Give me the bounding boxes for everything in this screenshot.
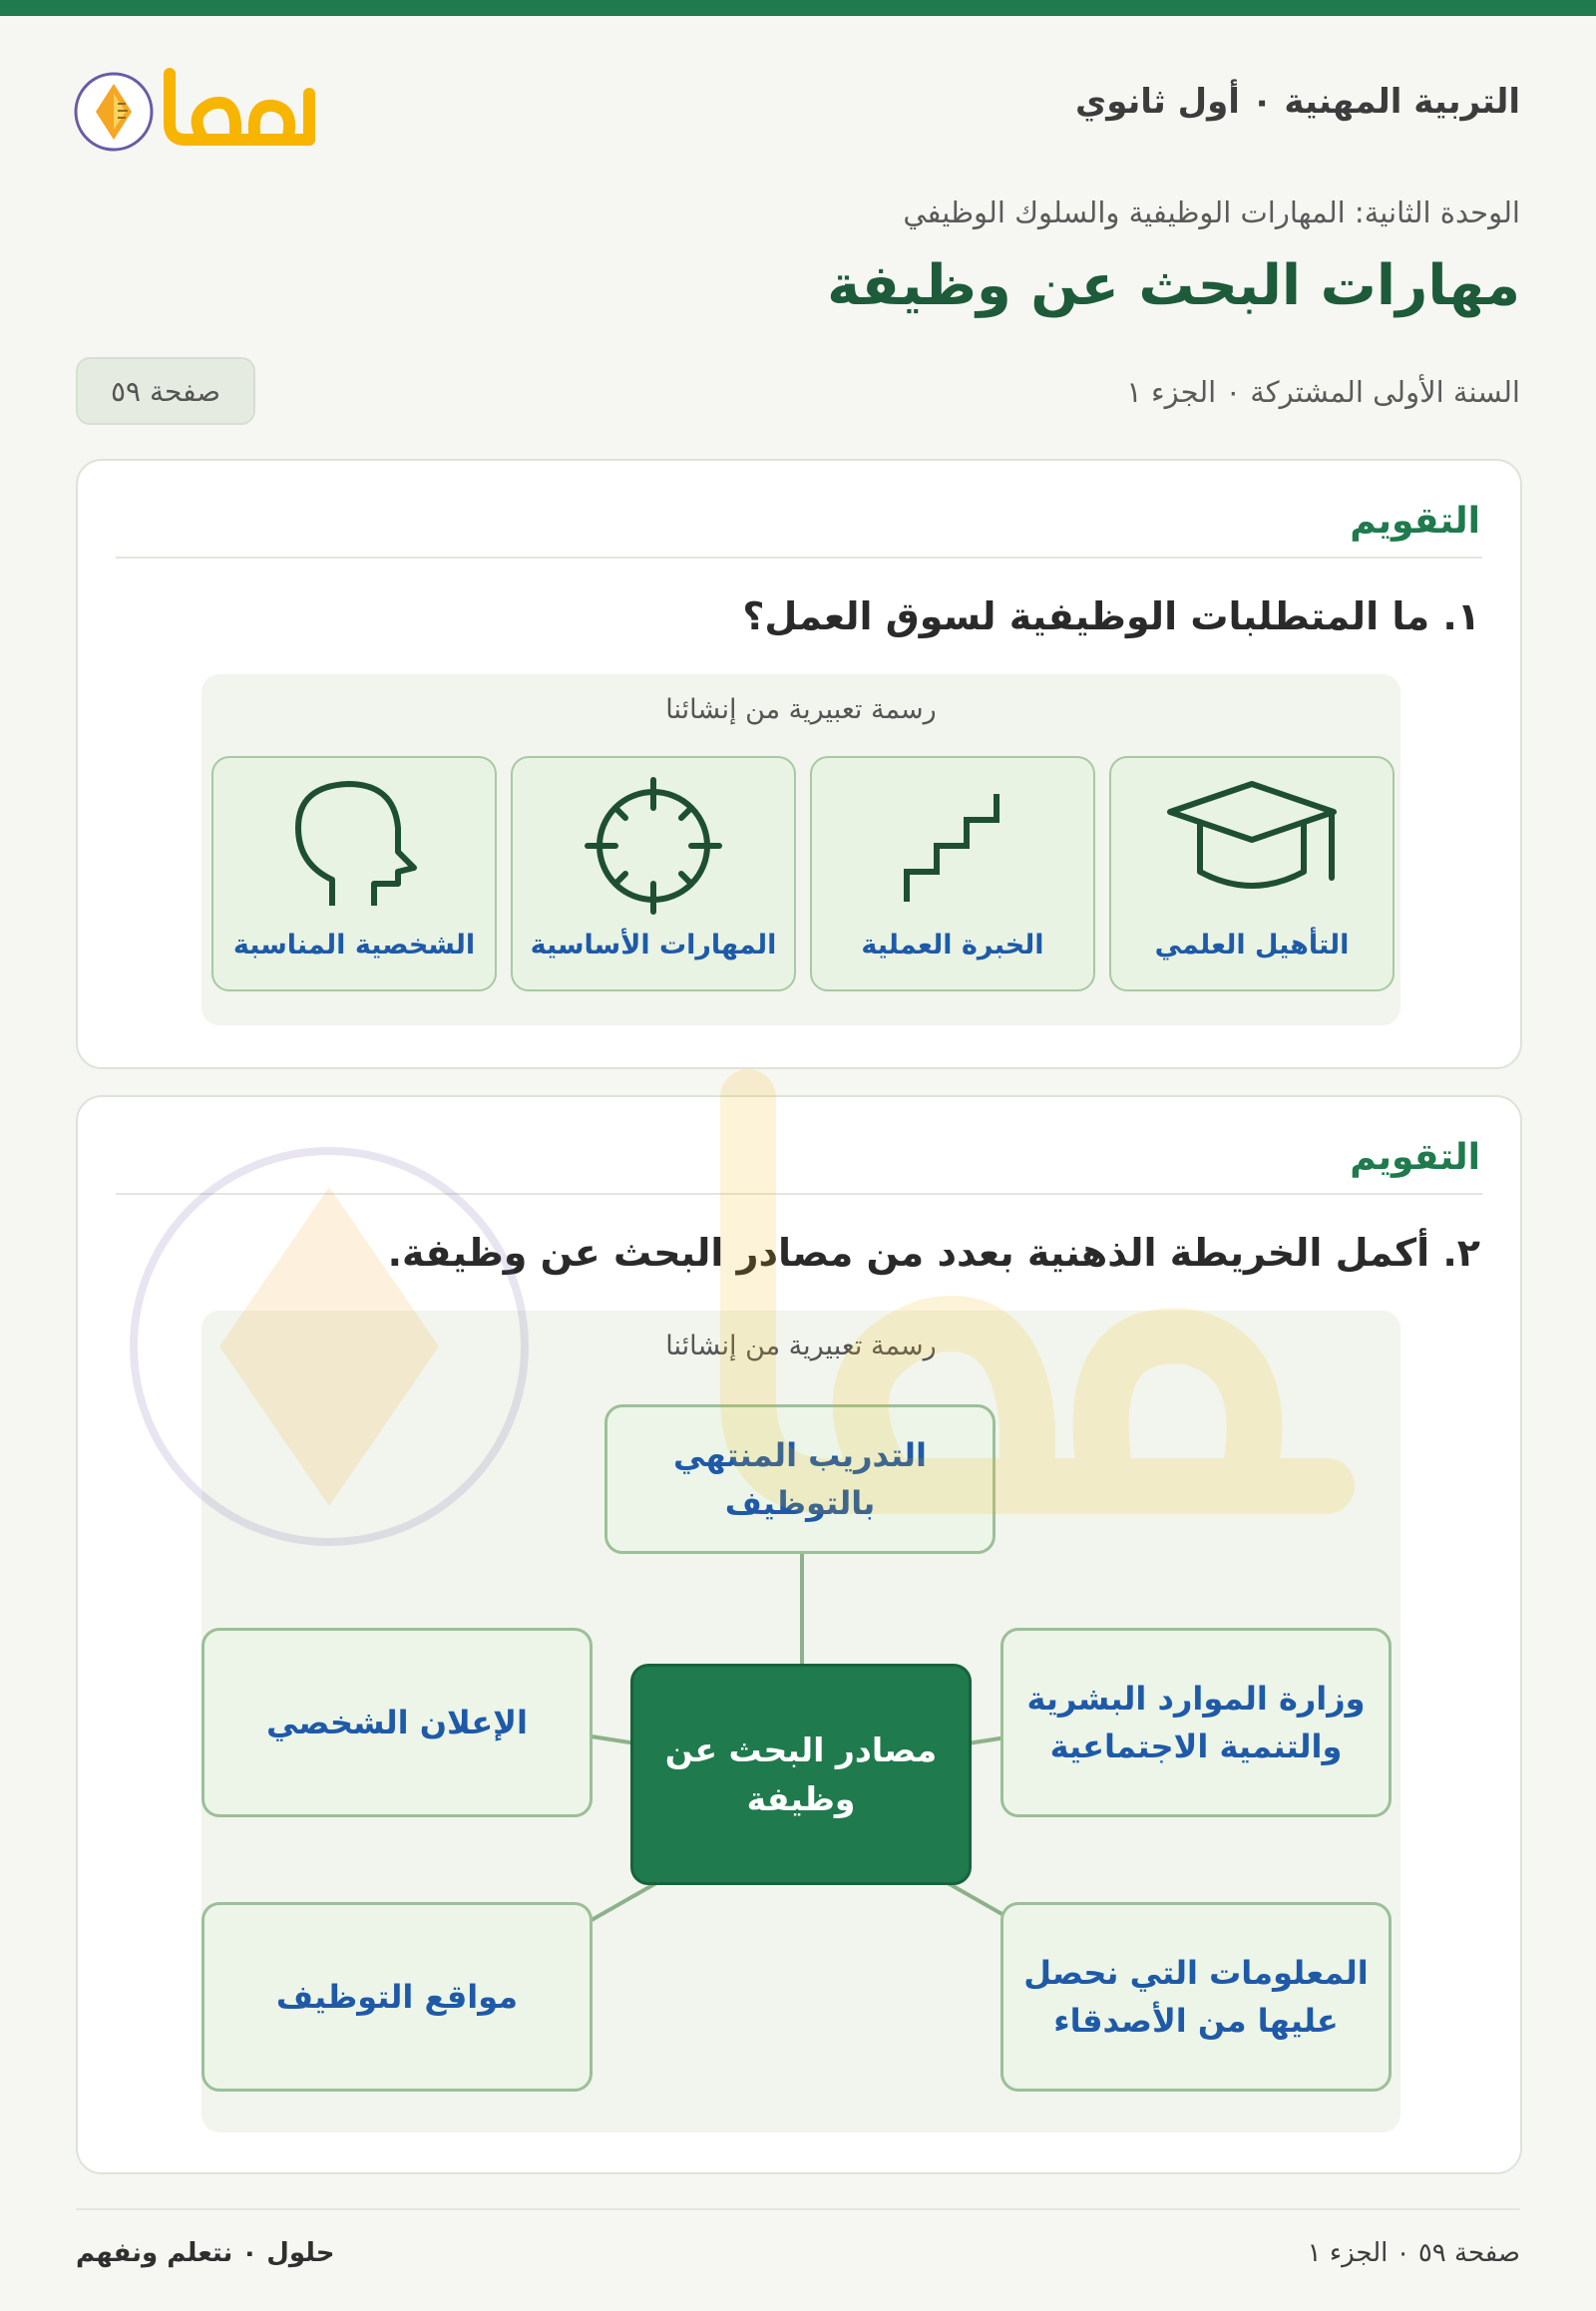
- requirements-figure: [201, 674, 1400, 1025]
- top-accent-bar: [0, 0, 1596, 16]
- section-heading: التقويم: [1350, 501, 1480, 542]
- requirement-label: الخبرة العملية: [861, 930, 1044, 961]
- footer-divider: [76, 2208, 1520, 2210]
- stairs-icon: [863, 772, 1042, 922]
- subject-title: التربية المهنية ٠ أول ثانوي: [1075, 82, 1520, 122]
- divider: [116, 557, 1482, 559]
- section-heading: التقويم: [1350, 1137, 1480, 1178]
- requirement-tile-personality: [211, 756, 497, 991]
- divider: [116, 1193, 1482, 1195]
- question-1: ١. ما المتطلبات الوظيفية لسوق العمل؟: [742, 594, 1480, 638]
- page-badge: صفحة ٥٩: [76, 357, 255, 425]
- evaluation-card-2: [76, 1095, 1522, 2174]
- mind-map-center: مصادر البحث عن وظيفة: [630, 1664, 972, 1885]
- requirement-tile-skills: [511, 756, 796, 991]
- hulul-logo[interactable]: [74, 54, 333, 158]
- requirement-label: المهارات الأساسية: [530, 930, 777, 961]
- requirement-tile-experience: [810, 756, 1095, 991]
- mind-map-node-personal-ad: الإعلان الشخصي: [201, 1628, 593, 1817]
- mind-map-node-job-sites: مواقع التوظيف: [201, 1902, 593, 2092]
- figure-caption: رسمة تعبيرية من إنشائنا: [665, 694, 937, 725]
- unit-title: الوحدة الثانية: المهارات الوظيفية والسلوك الوظيفي: [903, 195, 1520, 229]
- requirement-tile-education: [1109, 756, 1395, 991]
- question-2: ٢. أكمل الخريطة الذهنية بعدد من مصادر البحث عن وظيفة.: [387, 1231, 1480, 1275]
- figure-caption: رسمة تعبيرية من إنشائنا: [665, 1331, 937, 1361]
- footer-brand: حلول ٠ نتعلم ونفهم: [76, 2238, 335, 2268]
- mind-map-figure: [201, 1311, 1400, 2132]
- mind-map-node-training: التدريب المنتهي بالتوظيف: [604, 1404, 996, 1554]
- year-part-line: السنة الأولى المشتركة ٠ الجزء ١: [1126, 375, 1520, 409]
- requirement-label: الشخصية المناسبة: [232, 930, 476, 961]
- requirement-label: التأهيل العلمي: [1154, 930, 1350, 961]
- graduation-cap-icon: [1162, 772, 1342, 922]
- lesson-title: مهارات البحث عن وظيفة: [827, 253, 1520, 318]
- evaluation-card-1: [76, 459, 1522, 1069]
- head-profile-icon: [264, 772, 444, 922]
- mind-map-node-friends: المعلومات التي نحصل عليها من الأصدقاء: [1000, 1902, 1392, 2092]
- target-icon: [564, 772, 743, 922]
- mind-map-node-ministry: وزارة الموارد البشرية والتنمية الاجتماعية: [1000, 1628, 1392, 1817]
- footer-page-info: صفحة ٥٩ ٠ الجزء ١: [1307, 2238, 1520, 2268]
